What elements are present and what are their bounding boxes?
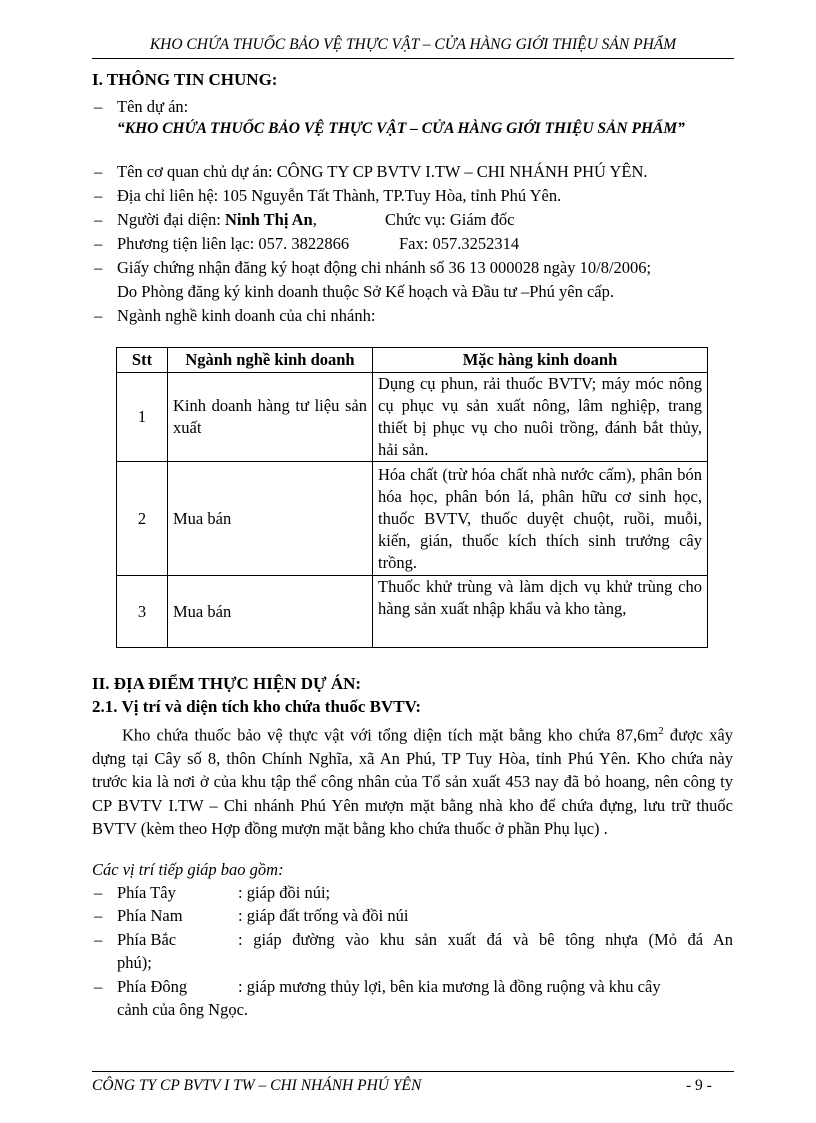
table-header-row <box>117 348 708 373</box>
adjacent-side: Phía Bắc <box>117 930 177 949</box>
adjacent-desc-cont: cảnh của ông Ngọc. <box>117 1000 249 1019</box>
project-name: “KHO CHỨA THUỐC BẢO VỆ THỰC VẬT – CỬA HÀNG GIỚI THIỆU SẢN PHẨM” <box>117 120 685 137</box>
adjacent-side: Phía Nam <box>117 906 183 925</box>
rep-position: Chức vụ: Giám đốc <box>385 210 515 229</box>
contact-fax: Fax: 057.3252314 <box>399 234 520 253</box>
footer-company: CÔNG TY CP BVTV I TW – CHI NHÁNH PHÚ YÊN <box>92 1077 422 1094</box>
bullet-dash: – <box>94 906 103 925</box>
business-label: Ngành nghề kinh doanh của chi nhánh: <box>117 306 376 325</box>
bullet-dash: – <box>94 186 103 205</box>
section-heading-location: II. ĐỊA ĐIỂM THỰC HIỆN DỰ ÁN: <box>92 674 362 693</box>
table-row <box>117 576 708 648</box>
footer-rule <box>92 1071 734 1072</box>
cell-nganh: Kinh doanh hàng tư liệu sản xuất <box>168 373 373 462</box>
rep-name: Ninh Thị An <box>224 210 313 229</box>
section-heading-general: I. THÔNG TIN CHUNG: <box>92 70 278 89</box>
bullet-dash: – <box>94 977 103 996</box>
bullet-dash: – <box>94 306 103 325</box>
bullet-dash: – <box>94 97 103 116</box>
owner-line: Tên cơ quan chủ dự án: CÔNG TY CP BVTV I.TW – CHI NHÁNH PHÚ YÊN. <box>117 162 648 181</box>
subheading-location: 2.1. Vị trí và diện tích kho chứa thuốc BVTV: <box>92 697 421 716</box>
para-start: Kho chứa thuốc bảo vệ thực vật với tổng diện tích mặt bằng kho chứa 87,6m <box>122 725 659 745</box>
business-table <box>116 347 708 648</box>
para-superscript: 2 <box>658 725 664 737</box>
adjacent-desc: : giáp đường vào khu sản xuất đá và bê tông nhựa (Mỏ đá An <box>238 930 733 949</box>
cell-stt: 1 <box>117 373 168 462</box>
header-stt: Stt <box>117 348 168 373</box>
para-rest: được xây dựng tại Cây số 8, thôn Chính Nghĩa, xã An Phú, TP Tuy Hòa, tỉnh Phú Yên. Kho chứa này trước kia là nơi ở của khu tập thể công nhân của Tổ sản xuất 453 nay đã bỏ hoang, nên công ty CP BVTV I.TW – Chi nhánh Phú Yên mượn mặt bằng nhà kho để chứa đựng, lưu trữ thuốc BVTV (kèm theo Hợp đồng mượn mặt bằng kho chứa thuốc ở phần Phụ lục) . <box>92 725 733 839</box>
cell-stt: 3 <box>117 576 168 648</box>
adjacent-desc: : giáp mương thủy lợi, bên kia mương là đồng ruộng và khu cây <box>238 977 661 996</box>
adjacent-desc: : giáp đất trống và đồi núi <box>238 906 409 925</box>
bullet-dash: – <box>94 234 103 253</box>
cell-stt: 2 <box>117 462 168 576</box>
table-row <box>117 373 708 462</box>
page-header: KHO CHỨA THUỐC BẢO VỆ THỰC VẬT – CỬA HÀNG GIỚI THIỆU SẢN PHẨM <box>149 36 677 53</box>
representative-line <box>117 210 317 230</box>
cell-nganh: Mua bán <box>168 576 373 648</box>
contact-phone: Phương tiện liên lạc: 057. 3822866 <box>117 234 350 253</box>
cell-mathang: Dụng cụ phun, rải thuốc BVTV; máy móc nông cụ phục vụ sản xuất nông, lâm nghiệp, trang thiết bị phục vụ cho nuôi trồng, đánh bắt thủy, hải sản. <box>373 373 708 462</box>
cell-nganh: Mua bán <box>168 462 373 576</box>
bullet-dash: – <box>94 258 103 277</box>
license-line-1: Giấy chứng nhận đăng ký hoạt động chi nhánh số 36 13 000028 ngày 10/8/2006; <box>117 258 652 277</box>
header-mathang: Mặc hàng kinh doanh <box>373 348 708 373</box>
project-label: Tên dự án: <box>117 97 189 116</box>
table-row <box>117 462 708 576</box>
adjacent-side: Phía Tây <box>117 883 176 902</box>
address-line: Địa chỉ liên hệ: 105 Nguyễn Tất Thành, TP.Tuy Hòa, tỉnh Phú Yên. <box>117 186 562 205</box>
bullet-dash: – <box>94 162 103 181</box>
header-rule <box>92 58 734 59</box>
bullet-dash: – <box>94 210 103 229</box>
page-number: - 9 - <box>686 1077 712 1094</box>
adjacent-label: Các vị trí tiếp giáp bao gồm: <box>92 860 284 879</box>
cell-mathang: Hóa chất (trừ hóa chất nhà nước cấm), phân bón hóa học, phân bón lá, phân hữu cơ sinh học, thuốc BVTV, thuốc duyệt chuột, ruồi, muỗi, kiến, gián, thuốc kích thích sinh trưởng cây trồng. <box>373 462 708 576</box>
header-nganh: Ngành nghề kinh doanh <box>168 348 373 373</box>
adjacent-desc-cont: phú); <box>117 953 152 972</box>
license-line-2: Do Phòng đăng ký kinh doanh thuộc Sở Kế hoạch và Đầu tư –Phú yên cấp. <box>117 282 615 301</box>
adjacent-side: Phía Đông <box>117 977 188 996</box>
rep-separator: , <box>312 210 317 229</box>
cell-mathang: Thuốc khử trùng và làm dịch vụ khử trùng cho hàng sản xuất nhập khẩu và kho tàng, <box>373 576 708 648</box>
bullet-dash: – <box>94 883 103 902</box>
rep-label: Người đại diện: <box>117 210 225 229</box>
bullet-dash: – <box>94 930 103 949</box>
adjacent-desc: : giáp đồi núi; <box>238 883 331 902</box>
location-paragraph <box>92 720 733 841</box>
